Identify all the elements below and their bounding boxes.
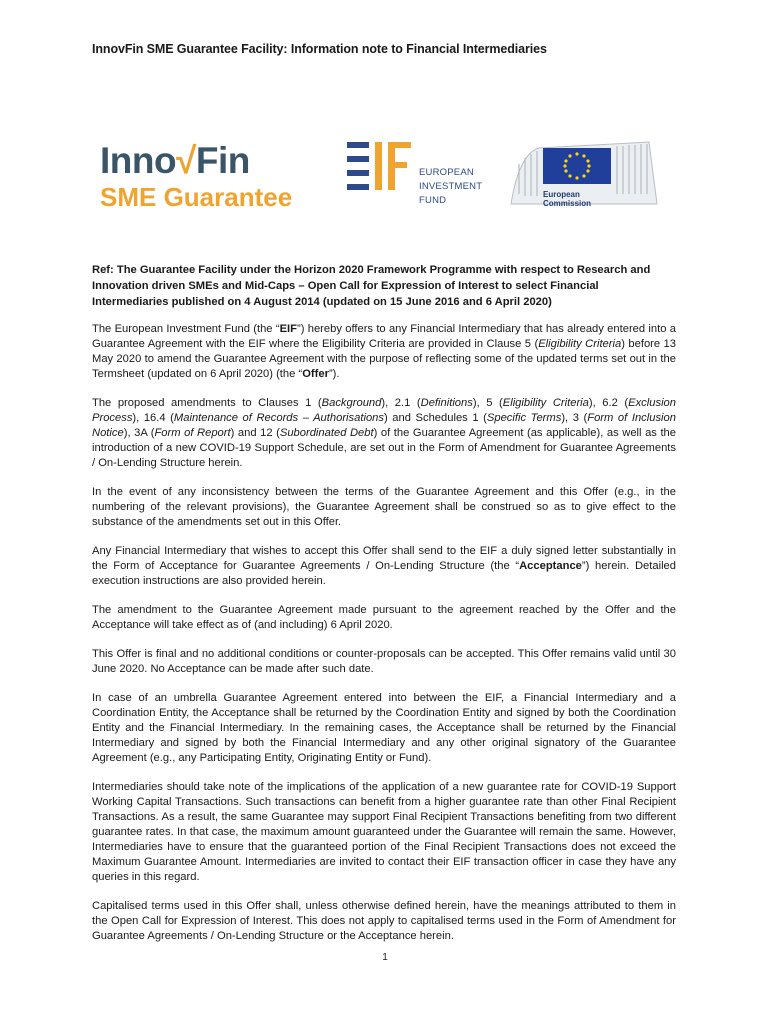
paragraph-umbrella: In case of an umbrella Guarantee Agreement entered into between the EIF, a Financial Intermediary and a Coordination Entity, the Acceptance shall be returned by the Coordination Entity and signed by both the Coordination Entity and the Financial Intermediary. In the remaining cases, the Acceptance shall be returned by the Financial Intermediary and signed by both the Financial Intermediary and any other original signatory of the Guarantee Agreement (e.g., any Participating Entity, Originating Entity or Fund).	[92, 692, 676, 764]
paragraph-validity: This Offer is final and no additional conditions or counter-proposals can be accepted. This Offer remains valid until 30 June 2020. No Acceptance can be made after such date.	[92, 648, 676, 675]
paragraph-capitalised-terms: Capitalised terms used in this Offer shall, unless otherwise defined herein, have the meanings attributed to them in the Open Call for Expression of Interest. This does not apply to capitalised terms used in the Form of Amendment for Guarantee Agreements / On-Lending Structure or the Acceptance herein.	[92, 900, 676, 942]
page-number: 1	[382, 952, 388, 963]
eif-logo-text: EUROPEAN INVESTMENT FUND	[419, 167, 483, 206]
eif-logo	[347, 138, 497, 218]
paragraph-effective-date: The amendment to the Guarantee Agreement made pursuant to the agreement reached by the Offer and the Acceptance will take effect as of (and including) 6 April 2020.	[92, 604, 676, 631]
document-header: InnovFin SME Guarantee Facility: Information note to Financial Intermediaries	[92, 42, 547, 56]
commission-logo-text: European Commission	[543, 190, 592, 208]
paragraph-inconsistency: In the event of any inconsistency between the terms of the Guarantee Agreement and this Offer (e.g., in the numbering of the relevant provisions), the Guarantee Agreement shall be construed so as to give effect to the substance of the amendments set out in this Offer.	[92, 486, 676, 528]
paragraph-offer: The European Investment Fund (the “EIF”) hereby offers to any Financial Intermediary that has already entered into a Guarantee Agreement with the EIF where the Eligibility Criteria are provided in Clause 5 (Eligibility Criteria) before 13 May 2020 to amend the Guarantee Agreement with the purpose of reflecting some of the updated terms set out in the Termsheet (updated on 6 April 2020) (the “Offer”).	[92, 323, 676, 380]
paragraph-amendments: The proposed amendments to Clauses 1 (Background), 2.1 (Definitions), 5 (Eligibility Criteria), 6.2 (Exclusion Process), 16.4 (Maintenance of Records – Authorisations) and Schedules 1 (Specific Terms), 3 (Form of Inclusion Notice), 3A (Form of Report) and 12 (Subordinated Debt) of the Guarantee Agreement (as applicable), as well as the introduction of a new COVID-19 Support Schedule, are set out in the Form of Amendment for Guarantee Agreements / On-Lending Structure herein.	[92, 397, 677, 469]
reference-heading: Ref: The Guarantee Facility under the Horizon 2020 Framework Programme with respect to Research and Innovation driven SMEs and Mid-Caps – Open Call for Expression of Interest to select Financial Intermediaries published on 4 August 2014 (updated on 15 June 2016 and 6 April 2020)	[92, 264, 651, 308]
paragraph-covid-rate: Intermediaries should take note of the implications of the application of a new guarantee rate for COVID-19 Support Working Capital Transactions. Such transactions can benefit from a higher guarantee rate than other Final Recipient Transactions. As a result, the same Guarantee may support Final Recipient Transactions benefiting from two different guarantee rates. In that case, the maximum amount guaranteed under the Guarantee will remain the same. However, Intermediaries have to ensure that the guaranteed portion of the Final Recipient Transactions does not exceed the Maximum Guarantee Amount. Intermediaries are invited to contact their EIF transaction officer in case they have any queries in this regard.	[92, 781, 676, 883]
logo-row	[92, 128, 682, 228]
innovfin-logo: Inno√Fin SME Guarantee	[100, 140, 293, 212]
european-commission-logo	[509, 134, 659, 214]
paragraph-acceptance: Any Financial Intermediary that wishes to accept this Offer shall send to the EIF a duly signed letter substantially in the Form of Acceptance for Guarantee Agreements / On-Lending Structure (the “Acceptance”) herein. Detailed execution instructions are also provided herein.	[92, 545, 677, 587]
document-body	[92, 262, 676, 958]
eif-logo-mark-icon	[347, 138, 417, 198]
